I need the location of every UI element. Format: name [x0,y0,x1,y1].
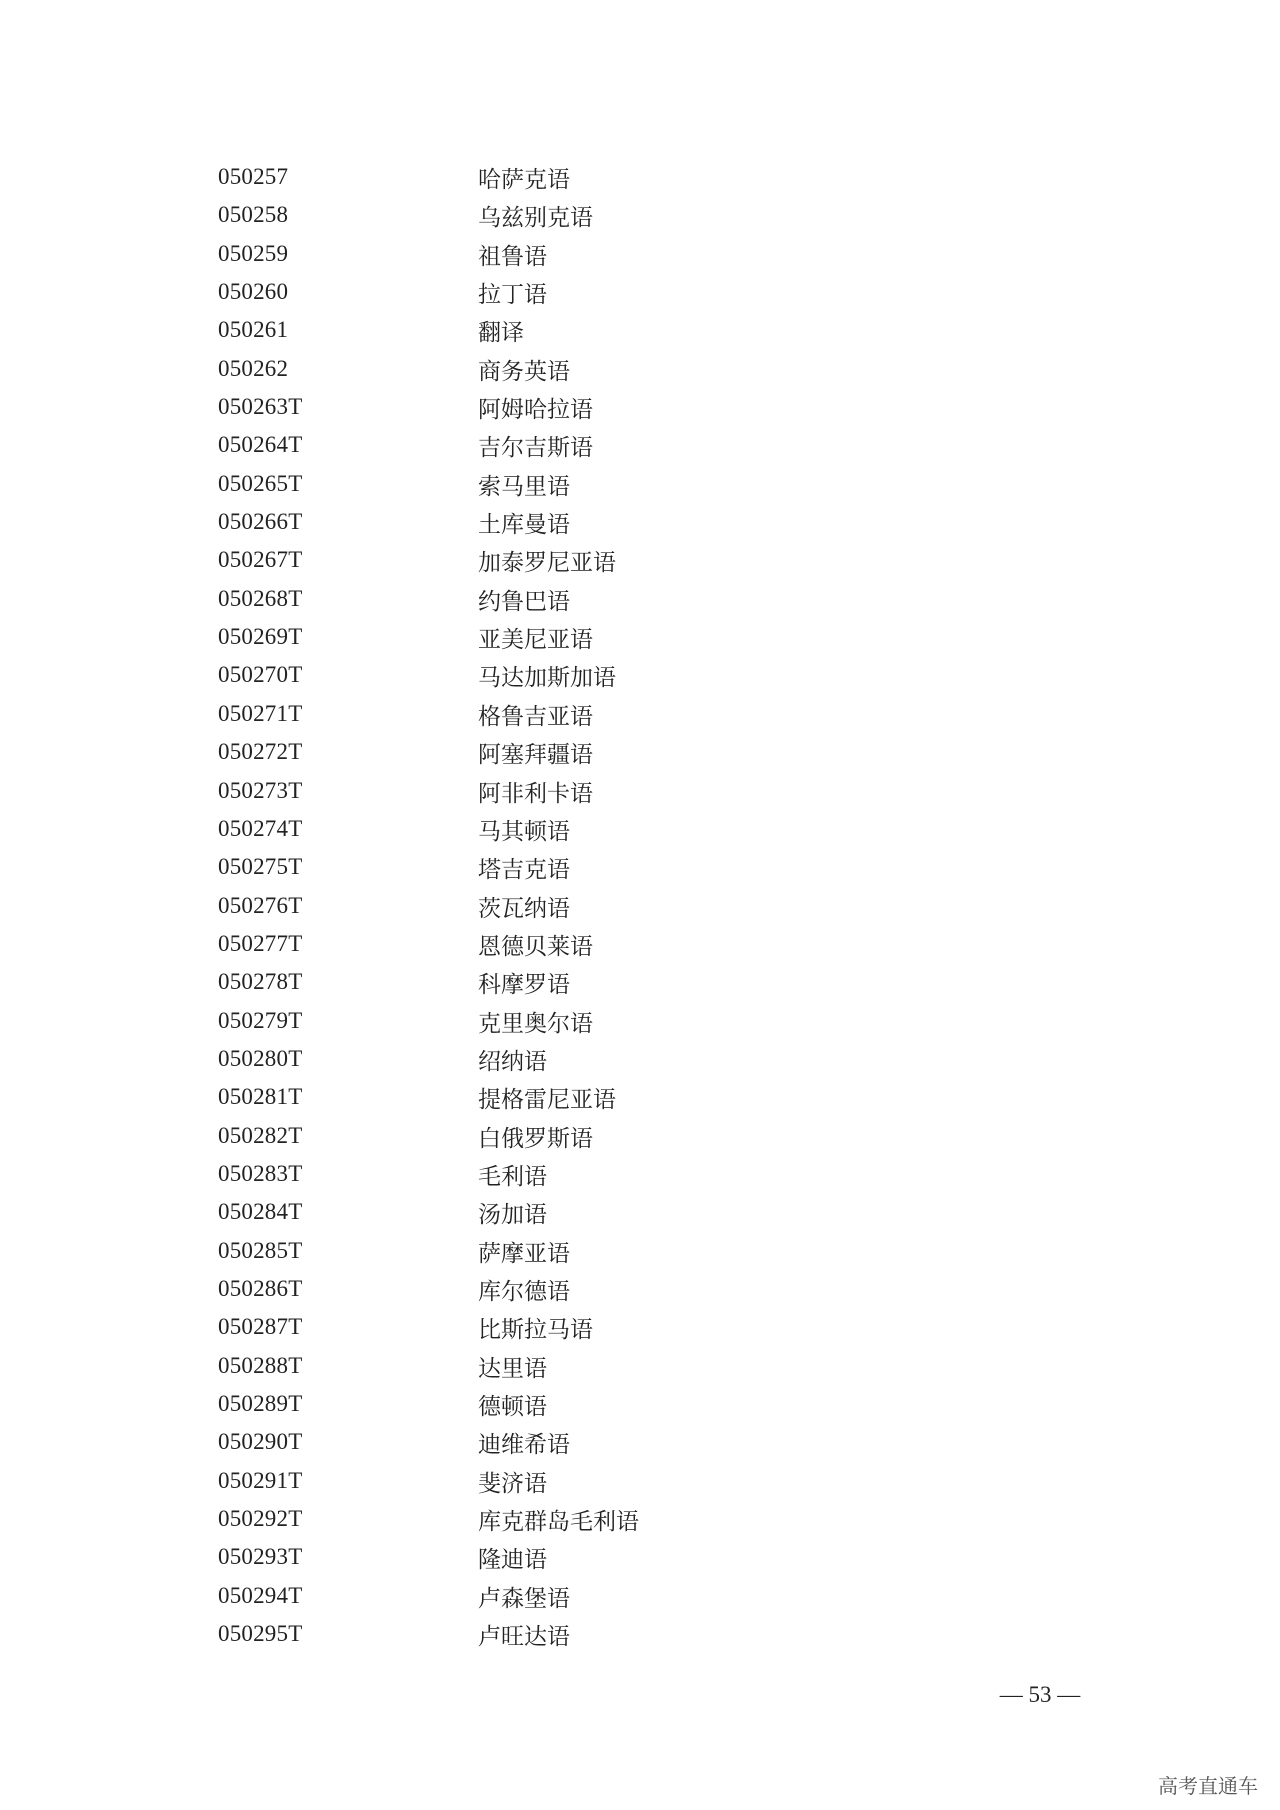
major-name: 格鲁吉亚语 [478,703,593,730]
list-item [0,1002,1280,1040]
list-item [0,1117,1280,1155]
list-item [0,848,1280,886]
list-item [0,1078,1280,1116]
major-name: 马达加斯加语 [478,665,616,692]
list-item [0,1500,1280,1538]
major-name: 卢森堡语 [478,1585,570,1612]
major-code: 050278T [218,969,303,995]
major-name: 提格雷尼亚语 [478,1087,616,1114]
major-name: 哈萨克语 [478,167,570,193]
major-code: 050277T [218,930,303,956]
list-item [0,656,1280,694]
major-code: 050293T [218,1544,303,1570]
major-code: 050257 [218,164,289,189]
major-name: 卢旺达语 [478,1624,570,1651]
major-name: 绍纳语 [478,1048,547,1075]
major-code: 050294T [218,1582,303,1608]
list-item [0,1308,1280,1346]
major-code: 050283T [218,1160,303,1186]
major-code: 050267T [218,547,303,573]
major-code: 050268T [218,585,303,611]
list-item [0,1423,1280,1461]
major-code: 050275T [218,854,303,880]
major-code: 050291T [218,1467,303,1493]
list-item [0,1232,1280,1270]
major-code: 050280T [218,1045,303,1071]
major-code: 050264T [218,432,303,458]
major-name: 乌兹别克语 [478,205,593,232]
list-item [0,772,1280,810]
major-name: 翻译 [478,320,524,347]
major-code: 050259 [218,240,289,266]
list-item [0,1270,1280,1308]
list-item [0,350,1280,388]
page-number: — 53 — [999,1682,1081,1707]
list-item [0,1040,1280,1078]
list-item [0,1538,1280,1576]
major-code: 050292T [218,1506,303,1532]
major-code: 050273T [218,777,303,803]
list-item [0,235,1280,273]
major-name: 库克群岛毛利语 [478,1509,639,1536]
major-code: 050270T [218,662,303,688]
list-item [0,810,1280,848]
list-item [0,158,1280,196]
list-item [0,887,1280,925]
major-name: 阿塞拜疆语 [478,742,593,769]
major-name: 阿非利卡语 [478,780,593,807]
major-code: 050279T [218,1007,303,1033]
list-item [0,1577,1280,1615]
list-item [0,196,1280,234]
list-item [0,388,1280,426]
major-name: 茨瓦纳语 [478,895,570,922]
major-code: 050281T [218,1084,303,1110]
major-name: 商务英语 [478,358,570,385]
list-item [0,1155,1280,1193]
major-name: 索马里语 [478,473,570,500]
major-code: 050261 [218,317,289,343]
major-name: 汤加语 [478,1202,547,1229]
major-code: 050271T [218,700,303,726]
list-item [0,426,1280,464]
list-item [0,273,1280,311]
major-code: 050262 [218,355,289,381]
major-code: 050295T [218,1621,303,1647]
major-name: 隆迪语 [478,1547,547,1574]
major-name: 恩德贝莱语 [478,933,593,960]
major-code: 050276T [218,892,303,918]
major-code: 050286T [218,1275,303,1301]
major-code: 050266T [218,509,303,535]
major-name: 祖鲁语 [478,243,547,270]
list-item [0,1462,1280,1500]
major-code: 050272T [218,739,303,765]
major-name: 亚美尼亚语 [478,627,593,654]
major-code: 050263T [218,394,303,420]
major-code: 050274T [218,815,303,841]
list-item [0,963,1280,1001]
major-name: 萨摩亚语 [478,1240,570,1267]
major-name: 斐济语 [478,1470,547,1497]
list-item [0,618,1280,656]
major-name: 迪维希语 [478,1432,570,1459]
list-item [0,465,1280,503]
major-code: 050265T [218,470,303,496]
major-name: 土库曼语 [478,512,570,539]
list-item [0,580,1280,618]
list-item [0,1615,1280,1653]
list-item [0,1347,1280,1385]
major-code: 050285T [218,1237,303,1263]
major-code: 050258 [218,202,289,228]
major-name: 达里语 [478,1355,547,1382]
list-item [0,311,1280,349]
major-code: 050269T [218,624,303,650]
major-code: 050289T [218,1391,303,1416]
major-code: 050284T [218,1199,303,1225]
list-item [0,1385,1280,1423]
major-name: 阿姆哈拉语 [478,397,593,424]
major-name: 约鲁巴语 [478,588,570,615]
major-name: 马其顿语 [478,818,570,845]
list-item [0,695,1280,733]
major-name: 塔吉克语 [478,857,570,884]
major-name: 科摩罗语 [478,972,570,999]
list-item [0,541,1280,579]
major-name: 库尔德语 [478,1278,570,1305]
list-item [0,925,1280,963]
list-item [0,733,1280,771]
major-name: 白俄罗斯语 [478,1125,593,1152]
list-item [0,1193,1280,1231]
watermark-text: 高考直通车 [1158,1774,1258,1798]
major-name: 德顿语 [478,1394,547,1420]
major-code: 050290T [218,1429,303,1455]
major-code: 050282T [218,1122,303,1148]
major-name: 克里奥尔语 [478,1010,593,1037]
major-code: 050260 [218,279,289,305]
major-name: 拉丁语 [478,282,547,309]
list-item [0,503,1280,541]
major-name: 比斯拉马语 [478,1317,593,1344]
major-code: 050287T [218,1314,303,1340]
major-name: 加泰罗尼亚语 [478,550,616,577]
major-code: 050288T [218,1352,303,1378]
major-name: 毛利语 [478,1163,547,1190]
major-code-list [0,158,1280,1653]
major-name: 吉尔吉斯语 [478,435,593,462]
